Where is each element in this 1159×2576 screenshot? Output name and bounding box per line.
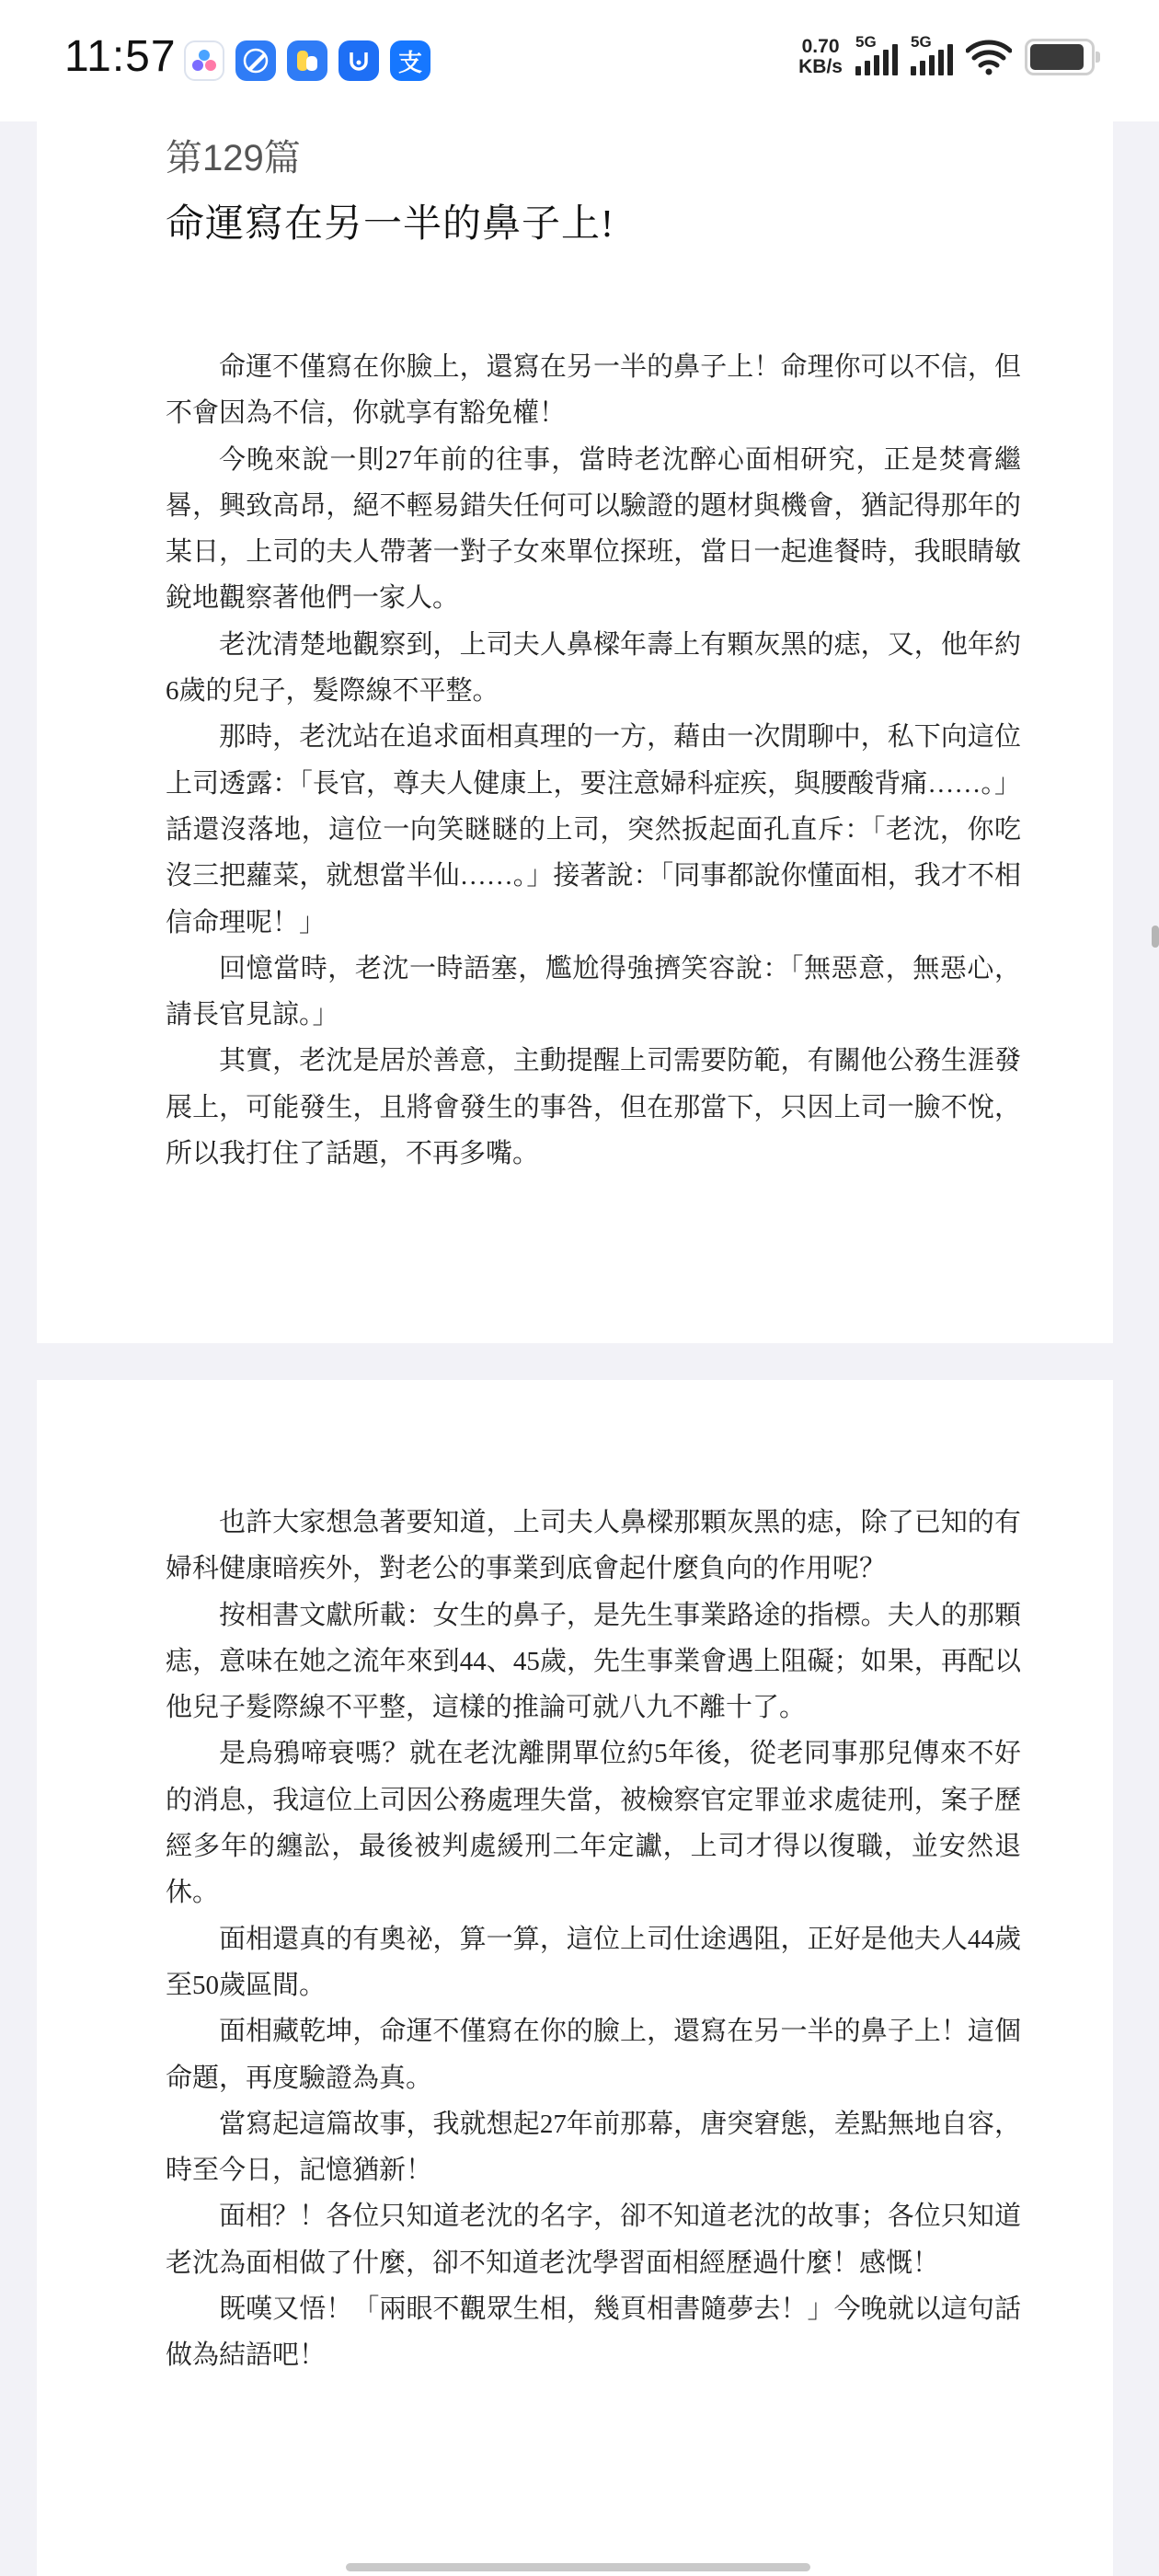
chapter-title: 命運寫在另一半的鼻子上! — [166, 203, 614, 246]
paragraph: 回憶當時，老沈一時語塞，尷尬得強擠笑容說：「無惡意，無惡心，請長官見諒。」 — [166, 953, 1021, 1030]
signal-1-icon — [855, 33, 898, 75]
scrollbar-thumb[interactable] — [1152, 926, 1159, 948]
page-1-body — [166, 344, 1021, 1177]
app-icon-3 — [287, 40, 327, 81]
paragraph: 面相藏乾坤，命運不僅寫在你的臉上，還寫在另一半的鼻子上！這個命題，再度驗證為真。 — [166, 2017, 1021, 2093]
paragraph: 那時，老沈站在追求面相真理的一方，藉由一次閒聊中，私下向這位上司透露：「長官，尊夫人健康上，要注意婦科症疾，與腰酸背痛……。」話還沒落地，這位一向笑瞇瞇的上司，突然扳起面孔直斥：「老沈，你吃沒三把蘿菜，就想當半仙……。」接著說：「同事都說你懂面相，我才不相信命理呢！」 — [166, 722, 1021, 937]
chapter-number: 第129篇 — [166, 138, 301, 178]
notification-app-icons — [184, 40, 430, 81]
app-icon-2 — [235, 40, 276, 81]
paragraph: 老沈清楚地觀察到，上司夫人鼻樑年壽上有顆灰黑的痣，又，他年約6歲的兒子，髮際線不平整。 — [166, 629, 1021, 707]
signal-1-label: 5G — [855, 33, 877, 51]
page-2-body — [166, 1500, 1021, 2379]
signal-2-icon — [911, 33, 953, 75]
reader-page-2[interactable] — [37, 1380, 1113, 2576]
paragraph: 其實，老沈是居於善意，主動提醒上司需要防範，有關他公務生涯發展上，可能發生，且將會發生的事咎，但在那當下，只因上司一臉不悅，所以我打住了話題，不再多嘴。 — [166, 1046, 1021, 1169]
app-icon-4 — [339, 40, 379, 81]
status-indicators — [798, 33, 1095, 77]
paragraph: 既嘆又悟！「兩眼不觀眾生相，幾頁相書隨夢去！」今晚就以這句話做為結語吧！ — [166, 2294, 1021, 2371]
home-indicator[interactable] — [346, 2563, 810, 2571]
signal-2-label: 5G — [911, 33, 932, 51]
status-bar — [0, 0, 1159, 121]
network-speed — [798, 37, 843, 77]
wifi-icon — [966, 39, 1012, 75]
paragraph: 是烏鴉啼衰嗎？就在老沈離開單位約5年後，從老同事那兒傳來不好的消息，我這位上司因公務處理失當，被檢察官定罪並求處徒刑，案子歷經多年的纏訟，最後被判處緩刑二年定讞，上司才得以復職，並安然退休。 — [166, 1739, 1021, 1908]
paragraph: 命運不僅寫在你臉上，還寫在另一半的鼻子上！命理你可以不信，但不會因為不信，你就享有豁免權！ — [166, 352, 1021, 429]
battery-icon — [1025, 39, 1095, 75]
paragraph: 當寫起這篇故事，我就想起27年前那幕，唐突窘態，差點無地自容，時至今日，記憶猶新！ — [166, 2109, 1021, 2186]
paragraph: 面相？！各位只知道老沈的名字，卻不知道老沈的故事；各位只知道老沈為面相做了什麼，卻不知道老沈學習面相經歷過什麼！感慨！ — [166, 2202, 1021, 2278]
paragraph: 今晚來說一則27年前的往事，當時老沈醉心面相研究，正是焚膏繼晷，興致高昂，絕不輕易錯失任何可以驗證的題材與機會，猶記得那年的某日，上司的夫人帶著一對子女來單位探班，當日一起進餐時，我眼睛敏銳地觀察著他們一家人。 — [166, 444, 1021, 614]
network-speed-unit: KB/s — [798, 56, 843, 77]
reader-page-1[interactable] — [37, 121, 1113, 1343]
status-time: 11:57 — [64, 32, 177, 81]
paragraph: 按相書文獻所載：女生的鼻子，是先生事業路途的指標。夫人的那顆痣，意味在她之流年來到44、45歲，先生事業會遇上阻礙；如果，再配以他兒子髮際線不平整，這樣的推論可就八九不離十了。 — [166, 1600, 1021, 1723]
network-speed-value: 0.70 — [801, 36, 840, 57]
alipay-icon: 支 — [390, 40, 430, 81]
paragraph: 也許大家想急著要知道，上司夫人鼻樑那顆灰黑的痣，除了已知的有婦科健康暗疾外，對老公的事業到底會起什麼負向的作用呢？ — [166, 1508, 1021, 1584]
paragraph: 面相還真的有奧祕，算一算，這位上司仕途遇阻，正好是他夫人44歲至50歲區間。 — [166, 1924, 1021, 2000]
app-icon-1 — [184, 40, 224, 81]
